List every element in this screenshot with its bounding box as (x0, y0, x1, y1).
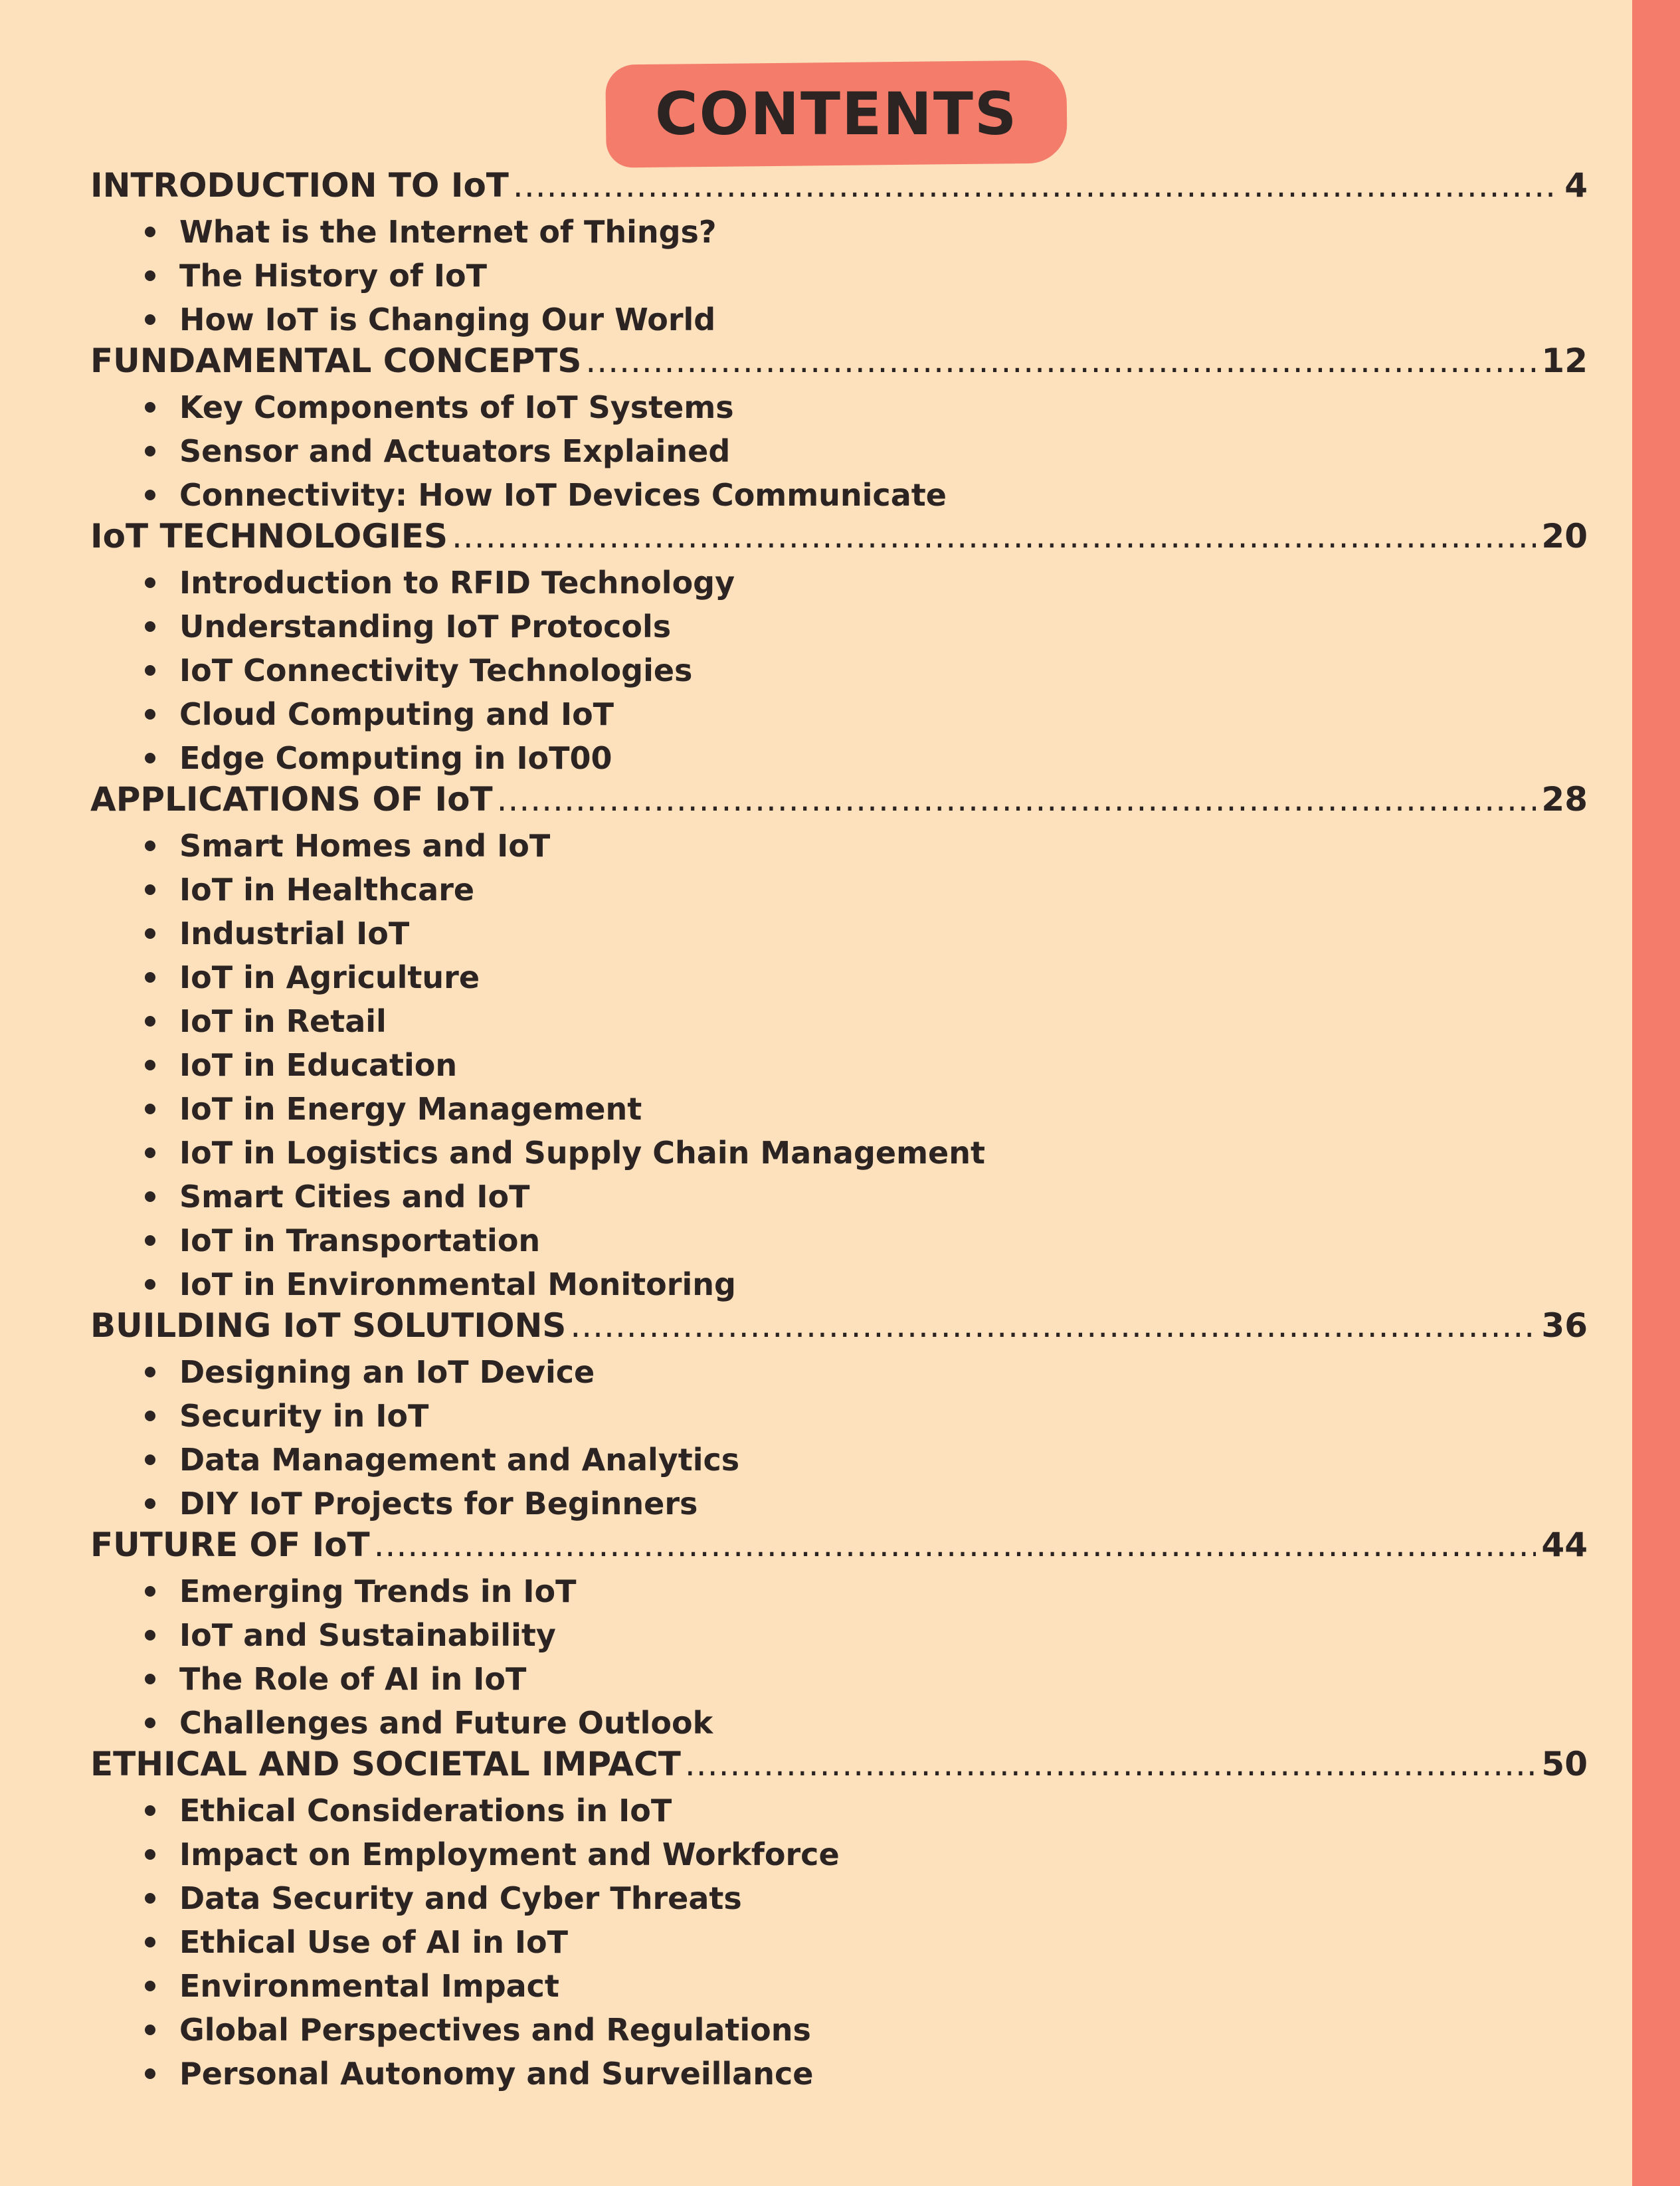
bullet-icon (145, 709, 155, 720)
topic-label: Edge Computing in IoT00 (179, 740, 612, 776)
topic-item[interactable] (90, 999, 1588, 1043)
topic-item[interactable] (90, 1833, 1588, 1876)
topic-item[interactable] (90, 1219, 1588, 1262)
topic-item[interactable] (90, 824, 1588, 868)
topic-item[interactable] (90, 1876, 1588, 1920)
topic-item[interactable] (90, 254, 1588, 298)
bullet-icon (145, 1279, 155, 1290)
topic-label: IoT Connectivity Technologies (179, 652, 693, 688)
chapter-page-number: 44 (1541, 1526, 1588, 1564)
topic-item[interactable] (90, 1350, 1588, 1394)
bullet-icon (145, 2025, 155, 2035)
bullet-icon (145, 1981, 155, 1991)
chapter-topic-list (90, 1350, 1588, 1526)
bullet-icon (145, 884, 155, 895)
bullet-icon (145, 270, 155, 281)
bullet-icon (145, 1191, 155, 1202)
topic-label: Connectivity: How IoT Devices Communicate (179, 477, 947, 513)
topic-label: Smart Cities and IoT (179, 1179, 530, 1215)
toc-chapter-section (90, 780, 1588, 1306)
topic-label: Sensor and Actuators Explained (179, 433, 731, 469)
chapter-page-number: 12 (1541, 342, 1588, 380)
topic-item[interactable] (90, 1482, 1588, 1526)
topic-label: IoT in Energy Management (179, 1091, 642, 1127)
topic-item[interactable] (90, 1920, 1588, 1964)
topic-item[interactable] (90, 868, 1588, 912)
chapter-topic-list (90, 210, 1588, 342)
topic-label: How IoT is Changing Our World (179, 302, 716, 338)
topic-label: IoT in Healthcare (179, 872, 475, 908)
topic-label: IoT in Education (179, 1047, 458, 1083)
bullet-icon (145, 490, 155, 500)
bullet-icon (145, 753, 155, 763)
topic-item[interactable] (90, 429, 1588, 473)
chapter-page-number: 20 (1541, 517, 1588, 555)
chapter-topic-list (90, 385, 1588, 517)
bullet-icon (145, 1805, 155, 1816)
topic-label: The Role of AI in IoT (179, 1661, 527, 1697)
topic-label: DIY IoT Projects for Beginners (179, 1486, 698, 1522)
contents-title-banner (605, 60, 1068, 167)
topic-label: IoT in Environmental Monitoring (179, 1266, 736, 1302)
toc-chapter-section (90, 1306, 1588, 1526)
topic-item[interactable] (90, 1613, 1588, 1657)
topic-label: Global Perspectives and Regulations (179, 2012, 811, 2048)
toc-chapter-section (90, 342, 1588, 517)
topic-item[interactable] (90, 1043, 1588, 1087)
topic-label: Cloud Computing and IoT (179, 696, 614, 732)
chapter-title: INTRODUCTION TO IoT (90, 166, 509, 205)
dot-leader (585, 342, 1536, 380)
dot-leader (452, 517, 1536, 555)
topic-item[interactable] (90, 1438, 1588, 1482)
topic-label: IoT in Retail (179, 1003, 387, 1039)
bullet-icon (145, 1674, 155, 1684)
toc-chapter-entry[interactable] (90, 342, 1588, 385)
chapter-topic-list (90, 561, 1588, 780)
chapter-page-number: 36 (1541, 1306, 1588, 1345)
toc-chapter-entry[interactable] (90, 166, 1588, 210)
chapter-topic-list (90, 824, 1588, 1306)
bullet-icon (145, 446, 155, 456)
toc-chapter-section (90, 1745, 1588, 2096)
topic-label: What is the Internet of Things? (179, 214, 717, 250)
topic-item[interactable] (90, 605, 1588, 648)
dot-leader (497, 780, 1537, 819)
topic-label: Data Security and Cyber Threats (179, 1880, 742, 1916)
topic-label: Understanding IoT Protocols (179, 609, 672, 645)
topic-label: IoT and Sustainability (179, 1617, 556, 1653)
chapter-title: FUTURE OF IoT (90, 1526, 370, 1564)
bullet-icon (145, 1630, 155, 1640)
bullet-icon (145, 1893, 155, 1904)
topic-label: Industrial IoT (179, 916, 410, 951)
topic-item[interactable] (90, 1262, 1588, 1306)
bullet-icon (145, 402, 155, 413)
toc-chapter-section (90, 517, 1588, 780)
toc-chapter-entry[interactable] (90, 1745, 1588, 1789)
topic-label: Key Components of IoT Systems (179, 389, 734, 425)
dot-leader (374, 1526, 1537, 1564)
topic-label: Ethical Use of AI in IoT (179, 1924, 568, 1960)
topic-item[interactable] (90, 473, 1588, 517)
topic-item[interactable] (90, 385, 1588, 429)
topic-item[interactable] (90, 1569, 1588, 1613)
topic-item[interactable] (90, 561, 1588, 605)
bullet-icon (145, 1016, 155, 1027)
topic-item[interactable] (90, 1175, 1588, 1219)
bullet-icon (145, 1104, 155, 1114)
topic-label: IoT in Logistics and Supply Chain Management (179, 1135, 985, 1171)
bullet-icon (145, 1454, 155, 1465)
topic-label: Introduction to RFID Technology (179, 565, 735, 601)
topic-item[interactable] (90, 1789, 1588, 1833)
chapter-title: FUNDAMENTAL CONCEPTS (90, 342, 582, 380)
bullet-icon (145, 1060, 155, 1070)
topic-item[interactable] (90, 692, 1588, 736)
topic-item[interactable] (90, 1964, 1588, 2008)
table-of-contents (90, 166, 1588, 2096)
toc-chapter-entry[interactable] (90, 780, 1588, 824)
topic-label: IoT in Transportation (179, 1223, 541, 1258)
dot-leader (570, 1306, 1536, 1345)
topic-item[interactable] (90, 912, 1588, 955)
chapter-title: ETHICAL AND SOCIETAL IMPACT (90, 1745, 681, 1783)
topic-label: Environmental Impact (179, 1968, 559, 2004)
bullet-icon (145, 841, 155, 851)
chapter-title: APPLICATIONS OF IoT (90, 780, 493, 819)
topic-label: Personal Autonomy and Surveillance (179, 2056, 814, 2092)
topic-item[interactable] (90, 1087, 1588, 1131)
topic-item[interactable] (90, 1131, 1588, 1175)
chapter-title: IoT TECHNOLOGIES (90, 517, 448, 555)
toc-chapter-entry[interactable] (90, 517, 1588, 561)
topic-item[interactable] (90, 736, 1588, 780)
topic-item[interactable] (90, 1701, 1588, 1745)
topic-label: Data Management and Analytics (179, 1442, 740, 1478)
bullet-icon (145, 1586, 155, 1597)
chapter-topic-list (90, 1789, 1588, 2096)
topic-label: Emerging Trends in IoT (179, 1573, 577, 1609)
bullet-icon (145, 1937, 155, 1947)
topic-label: Security in IoT (179, 1398, 429, 1434)
bullet-icon (145, 972, 155, 983)
toc-chapter-entry[interactable] (90, 1526, 1588, 1569)
bullet-icon (145, 621, 155, 632)
dot-leader (685, 1745, 1537, 1783)
topic-label: Designing an IoT Device (179, 1354, 595, 1390)
page-edge-band (1632, 0, 1680, 2186)
topic-item[interactable] (90, 955, 1588, 999)
chapter-page-number: 50 (1541, 1745, 1588, 1783)
toc-chapter-section (90, 166, 1588, 342)
chapter-page-number: 28 (1541, 780, 1588, 819)
topic-label: Smart Homes and IoT (179, 828, 551, 864)
bullet-icon (145, 1235, 155, 1246)
topic-label: Challenges and Future Outlook (179, 1705, 713, 1741)
bullet-icon (145, 665, 155, 676)
bullet-icon (145, 577, 155, 588)
bullet-icon (145, 1367, 155, 1377)
topic-label: Impact on Employment and Workforce (179, 1837, 840, 1872)
topic-label: IoT in Agriculture (179, 959, 480, 995)
topic-item[interactable] (90, 210, 1588, 254)
topic-item[interactable] (90, 1657, 1588, 1701)
bullet-icon (145, 1498, 155, 1509)
bullet-icon (145, 928, 155, 939)
topic-item[interactable] (90, 1394, 1588, 1438)
topic-item[interactable] (90, 298, 1588, 342)
bullet-icon (145, 1849, 155, 1860)
toc-chapter-entry[interactable] (90, 1306, 1588, 1350)
toc-chapter-section (90, 1526, 1588, 1745)
bullet-icon (145, 227, 155, 237)
chapter-topic-list (90, 1569, 1588, 1745)
bullet-icon (145, 2068, 155, 2079)
bullet-icon (145, 1411, 155, 1421)
topic-item[interactable] (90, 2008, 1588, 2052)
chapter-page-number: 4 (1564, 166, 1588, 205)
chapter-title: BUILDING IoT SOLUTIONS (90, 1306, 567, 1345)
topic-label: Ethical Considerations in IoT (179, 1793, 672, 1829)
dot-leader (513, 166, 1559, 205)
topic-label: The History of IoT (179, 258, 487, 294)
contents-title: CONTENTS (654, 80, 1018, 149)
bullet-icon (145, 1147, 155, 1158)
topic-item[interactable] (90, 648, 1588, 692)
bullet-icon (145, 314, 155, 325)
topic-item[interactable] (90, 2052, 1588, 2096)
bullet-icon (145, 1718, 155, 1728)
